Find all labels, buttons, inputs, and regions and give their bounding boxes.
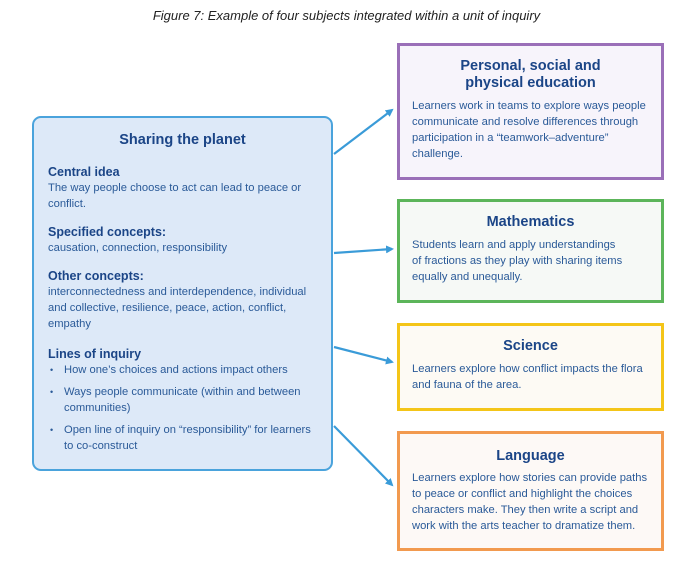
subject-desc-line: challenge. [412, 148, 464, 160]
other-concepts-text-line: interconnectedness and interdependence, individual [48, 286, 307, 298]
subject-box-science [397, 323, 664, 411]
arrow-to-mathematics [334, 249, 392, 253]
inquiry-line-text: to co-construct [64, 440, 138, 452]
figure-caption: Figure 7: Example of four subjects integrated within a unit of inquiry [152, 8, 541, 23]
arrow-to-science [334, 347, 392, 362]
subject-title-line: Personal, social and [460, 58, 601, 74]
subject-desc-line: communicate and resolve differences through [412, 116, 639, 128]
inquiry-line-item [48, 422, 328, 454]
specified-concepts-heading: Specified concepts: [48, 225, 167, 239]
lines-of-inquiry-heading: Lines of inquiry [48, 347, 142, 361]
subject-box-pspe [397, 43, 664, 180]
subject-desc-line: equally and unequally. [412, 271, 523, 283]
inquiry-line-item [48, 362, 328, 378]
unit-of-inquiry-box [32, 116, 333, 471]
subject-desc-line: Students learn and apply understandings [412, 239, 616, 251]
inquiry-line-text: communities) [64, 402, 131, 414]
inquiry-line-text: • Open line of inquiry on “responsibility” for learners [64, 424, 311, 436]
other-concepts-section [48, 268, 328, 332]
subject-desc-line: and fauna of the area. [412, 379, 522, 391]
central-idea-heading: Central idea [48, 165, 120, 179]
subject-title: Language [496, 448, 565, 464]
arrow-to-pspe [334, 110, 392, 154]
specified-concepts-text: causation, connection, responsibility [48, 242, 228, 254]
subject-desc-line: to peace or conflict and highlight the choices [412, 488, 633, 500]
arrow-to-language [334, 426, 392, 485]
central-idea-section [48, 164, 328, 212]
specified-concepts-section [48, 224, 328, 256]
inquiry-line-item [48, 384, 328, 416]
subject-desc-line: Learners explore how stories can provide paths [412, 472, 648, 484]
other-concepts-heading: Other concepts: [48, 269, 144, 283]
subject-title: Science [503, 338, 558, 354]
inquiry-line-text: • Ways people communicate (within and between [64, 386, 301, 398]
subject-title: Mathematics [486, 214, 575, 230]
central-idea-text-line: conflict. [48, 198, 86, 210]
subject-desc-line: of fractions as they play with sharing items [412, 255, 623, 267]
subject-title-line: physical education [465, 75, 596, 91]
unit-title: Sharing the planet [119, 132, 246, 148]
central-idea-text-line: The way people choose to act can lead to peace or [48, 182, 302, 194]
lines-of-inquiry-section [48, 346, 328, 454]
subject-box-language [397, 431, 664, 551]
other-concepts-text-line: and collective, resilience, peace, action, conflict, [48, 302, 287, 314]
subject-desc-line: Learners explore how conflict impacts the flora [412, 363, 643, 375]
subject-desc-line: work with the arts teacher to dramatize them. [412, 520, 636, 532]
subject-desc-line: Learners work in teams to explore ways people [412, 100, 646, 112]
subject-desc-line: characters make. They then write a script and [412, 504, 639, 516]
subject-box-mathematics [397, 199, 664, 303]
subject-desc-line: participation in a “teamwork–adventure” [412, 132, 609, 144]
other-concepts-text-line: empathy [48, 318, 91, 330]
inquiry-line-text: • How one’s choices and actions impact others [64, 364, 288, 376]
